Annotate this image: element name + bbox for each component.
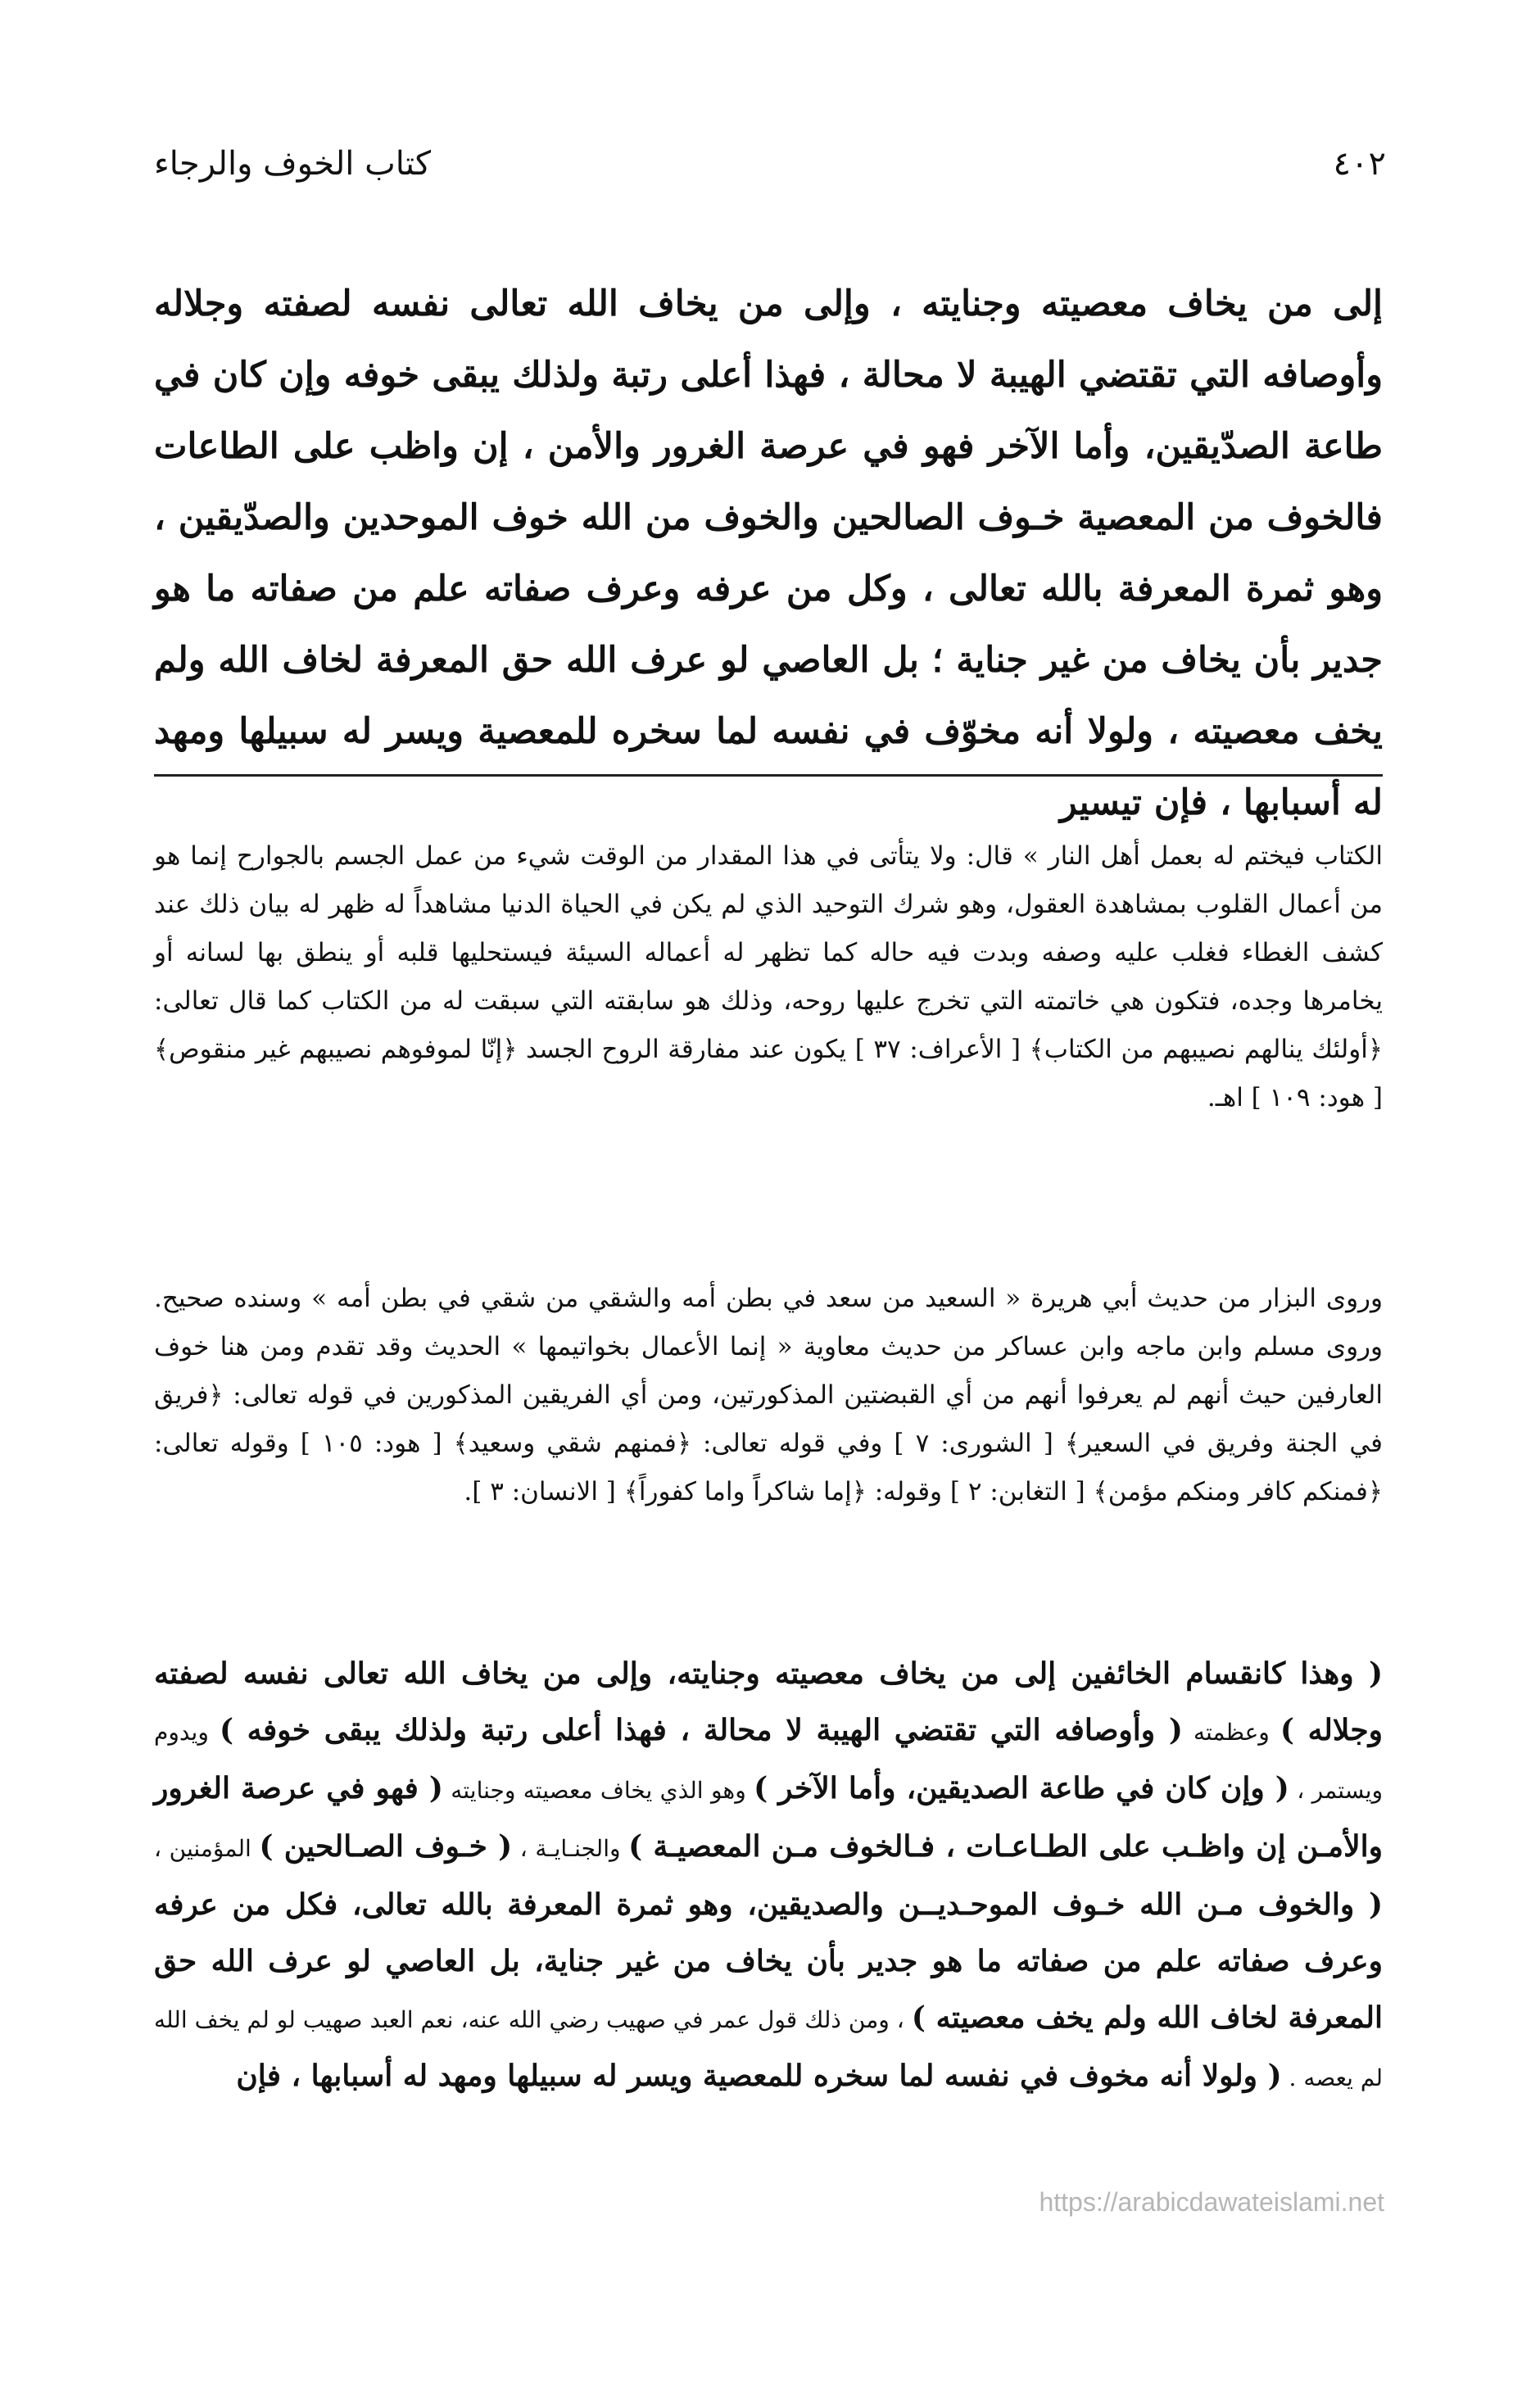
commentary-quote: ( والخوف مـن الله خـوف الموحـديــن والصديقين، وهو ثمرة المعرفة بالله تعالى، فكل من عرفه وعرف صفاته علم من صفاته ما هو جدير بأن يخاف من غير جناية، بل العاصي لو عرف الله حق المعرفة لخاف الله ولم يخف معصيته ) bbox=[154, 1887, 1383, 2035]
commentary-gloss: وهو الذي يخاف معصيته وجنايته bbox=[442, 1777, 754, 1804]
commentary-quote: ( ولولا أنه مخوف في نفسه لما سخره للمعصية ويسر له سبيلها ومهد له أسبابها ، فإن bbox=[236, 2059, 1282, 2093]
commentary-gloss: وعظمته bbox=[1182, 1719, 1280, 1746]
main-text-paragraph: إلى من يخاف معصيته وجنايته ، وإلى من يخاف الله تعالى نفسه لصفته وجلاله وأوصافه التي تقتضي الهيبة لا محالة ، فهذا أعلى رتبة ولذلك يبقى خوفه وإن كان في طاعة الصدّيقين، وأما الآخر فهو في عرصة الغرور والأمن ، إن واظب على الطاعات فالخوف من المعصية خـوف الصالحين والخوف من الله خوف الموحدين والصدّيقين ، وهو ثمرة المعرفة بالله تعالى ، وكل من عرفه وعرف صفاته علم من صفاته ما هو جدير بأن يخاف من غير جناية ؛ بل العاصي لو عرف الله حق المعرفة لخاف الله ولم يخف معصيته ، ولولا أنه مخوّف في نفسه لما سخره للمعصية ويسر له سبيلها ومهد له أسبابها ، فإن تيسير bbox=[154, 283, 1383, 823]
commentary-gloss: والجنـايـة ، bbox=[512, 1835, 629, 1862]
commentary-quote: ( خـوف الصـالحين ) bbox=[259, 1829, 513, 1864]
commentary-paragraph bbox=[154, 1646, 1383, 2106]
footnote-paragraph: الكتاب فيختم له بعمل أهل النار » قال: ولا يتأتى في هذا المقدار من الوقت شيء من عمل الجسم بالجوارح إنما هو من أعمال القلوب بمشاهدة العقول، وهو شرك التوحيد الذي لم يكن في الحياة الدنيا مشاهداً له ظهر له بيان ذلك عند كشف الغطاء فغلب عليه وصفه وبدت فيه حاله كما تظهر له أعماله السيئة فيستحليها قلبه أو ينطق بها لسانه أو يخامرها وجده، فتكون هي خاتمته التي تخرج عليها روحه، وذلك هو سابقته التي سبقت له من الكتاب كما قال تعالى: ﴿أولئك ينالهم نصيبهم من الكتاب﴾ [ الأعراف: ٣٧ ] يكون عند مفارقة الروح الجسد ﴿إنّا لموفوهم نصيبهم غير منقوص﴾ [ هود: ١٠٩ ] اهـ. bbox=[154, 841, 1383, 1112]
commentary-quote: ( فهو في عرصة الغرور والأمـن إن واظـب على الطـاعـات ، فـالخوف مـن المعصيـة ) bbox=[154, 1771, 1384, 1864]
running-header bbox=[154, 139, 1386, 188]
commentary-gloss: المؤمنين ، bbox=[154, 1835, 260, 1862]
commentary-quote: ( وإن كان في طاعة الصديقين، وأما الآخر ) bbox=[754, 1771, 1289, 1805]
page-number: ٤٠٢ bbox=[1333, 145, 1386, 183]
commentary-quote: ( وهذا كانقسام الخائفين إلى من يخاف معصيته وجنايته، وإلى من يخاف الله تعالى نفسه لصفته وجلاله ) bbox=[154, 1656, 1383, 1747]
header-title: كتاب الخوف والرجاء bbox=[154, 145, 432, 183]
commentary-quote: ( وأوصافه التي تقتضي الهيبة لا محالة ، فهذا أعلى رتبة ولذلك يبقى خوفه ) bbox=[219, 1713, 1183, 1747]
source-watermark: https://arabicdawateislami.net bbox=[1039, 2187, 1384, 2217]
commentary-gloss: ويدوم ويستمر ، bbox=[154, 1719, 1384, 1804]
footnote-paragraph: وروى البزار من حديث أبي هريرة « السعيد من سعد في بطن أمه والشقي من شقي في بطن أمه » وسنده صحيح. وروى مسلم وابن ماجه وابن عساكر من حديث معاوية « إنما الأعمال بخواتيمها » الحديث وقد تقدم ومن هنا خوف العارفين حيث أنهم لم يعرفوا أنهم من أي القبضتين المذكورتين، ومن أي الفريقين المذكورين في قوله تعالى: ﴿فريق في الجنة وفريق في السعير﴾ [ الشورى: ٧ ] وفي قوله تعالى: ﴿فمنهم شقي وسعيد﴾ [ هود: ١٠٥ ] وقوله تعالى: ﴿فمنكم كافر ومنكم مؤمن﴾ [ التغابن: ٢ ] وقوله: ﴿إما شاكراً واما كفوراً﴾ [ الانسان: ٣ ]. bbox=[154, 1284, 1383, 1506]
footnote-divider bbox=[154, 774, 1383, 777]
commentary-gloss: ، ومن ذلك قول عمر في صهيب رضي الله عنه، نعم العبد صهيب لو لم يخف الله لم يعصه . bbox=[154, 2006, 1383, 2091]
